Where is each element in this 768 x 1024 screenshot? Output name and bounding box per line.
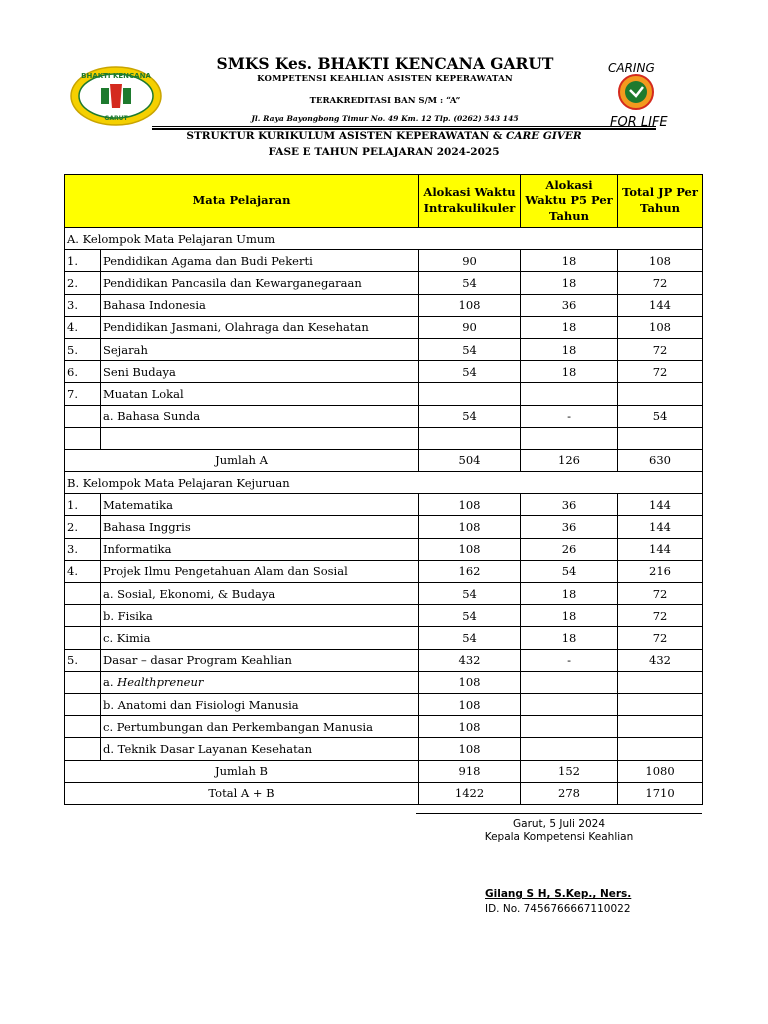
table-row: 5. Sejarah 54 18 72	[65, 338, 703, 360]
table-row: a. Healthpreneur 108	[65, 671, 703, 693]
school-name: SMKS Kes. BHAKTI KENCANA GARUT	[216, 54, 554, 73]
jumlah-b-label: Jumlah B	[65, 760, 419, 782]
signature-name: Gilang S H, S.Kep., Ners.	[485, 888, 632, 900]
curriculum-subtitle: FASE E TAHUN PELAJARAN 2024-2025	[268, 146, 500, 158]
signature-id: ID. No. 7456766667110022	[485, 903, 631, 915]
table-header-row	[65, 175, 703, 228]
table-row: d. Teknik Dasar Layanan Kesehatan 108	[65, 738, 703, 760]
logo-right-top: CARING	[608, 61, 655, 75]
table-row: a. Sosial, Ekonomi, & Budaya 54 18 72	[65, 583, 703, 605]
subtotal-row: Jumlah A 504 126 630	[65, 449, 703, 471]
table-row: 6. Seni Budaya 54 18 72	[65, 361, 703, 383]
col-subject-header: Mata Pelajaran	[65, 175, 419, 228]
jumlah-a-label: Jumlah A	[65, 449, 419, 471]
col-p5-header: Alokasi Waktu P5 Per Tahun	[521, 175, 618, 228]
school-logo-left	[70, 66, 162, 126]
section-a-label: A. Kelompok Mata Pelajaran Umum	[65, 228, 703, 250]
accreditation-line: TERAKREDITASI BAN S/M : “A”	[309, 96, 461, 106]
total-row: Total A + B 1422 278 1710	[65, 782, 703, 804]
total-ab-label: Total A + B	[65, 782, 419, 804]
table-row: 3. Bahasa Indonesia 108 36 144	[65, 294, 703, 316]
table-row: c. Pertumbungan dan Perkembangan Manusia 108	[65, 716, 703, 738]
table-row: 5. Dasar – dasar Program Keahlian 432 - 432	[65, 649, 703, 671]
table-row: b. Anatomi dan Fisiologi Manusia 108	[65, 693, 703, 715]
signature-role: Kepala Kompetensi Keahlian	[484, 831, 634, 843]
signature-place-date: Garut, 5 Juli 2024	[513, 818, 605, 830]
table-row: b. Fisika 54 18 72	[65, 605, 703, 627]
table-row: 7. Muatan Lokal	[65, 383, 703, 405]
col-total-header: Total JP Per Tahun	[618, 175, 703, 228]
curriculum-table	[64, 174, 703, 805]
logo-left-text: BHAKTI KENCANA	[81, 72, 151, 80]
logo-right-bottom: FOR LIFE	[610, 115, 668, 130]
signature-rule	[416, 813, 702, 814]
table-row-empty	[65, 427, 703, 449]
table-row: 4. Projek Ilmu Pengetahuan Alam dan Sosial 162 54 216	[65, 560, 703, 582]
section-row	[65, 228, 703, 250]
col-intra-header: Alokasi Waktu Intrakulikuler	[419, 175, 521, 228]
competency-line: KOMPETENSI KEAHLIAN ASISTEN KEPERAWATAN	[257, 74, 513, 84]
table-row: 2. Bahasa Inggris 108 36 144	[65, 516, 703, 538]
address-line: Jl. Raya Bayongbong Timur No. 49 Km. 12 Tlp. (0262) 543 145	[251, 114, 519, 123]
table-row: 4. Pendidikan Jasmani, Olahraga dan Kesehatan 90 18 108	[65, 316, 703, 338]
curriculum-title: STRUKTUR KURIKULUM ASISTEN KEPERAWATAN & CARE GIVER	[186, 130, 582, 142]
table-row: c. Kimia 54 18 72	[65, 627, 703, 649]
table-row: 1. Matematika 108 36 144	[65, 494, 703, 516]
section-row	[65, 472, 703, 494]
table-row: 3. Informatika 108 26 144	[65, 538, 703, 560]
section-b-label: B. Kelompok Mata Pelajaran Kejuruan	[65, 472, 703, 494]
logo-left-bottom: GARUT	[104, 115, 128, 122]
table-row: 1. Pendidikan Agama dan Budi Pekerti 90 18 108	[65, 250, 703, 272]
table-row: 2. Pendidikan Pancasila dan Kewarganegaraan 54 18 72	[65, 272, 703, 294]
table-row: a. Bahasa Sunda 54 - 54	[65, 405, 703, 427]
header-rule-thin	[152, 126, 656, 127]
subtotal-row: Jumlah B 918 152 1080	[65, 760, 703, 782]
